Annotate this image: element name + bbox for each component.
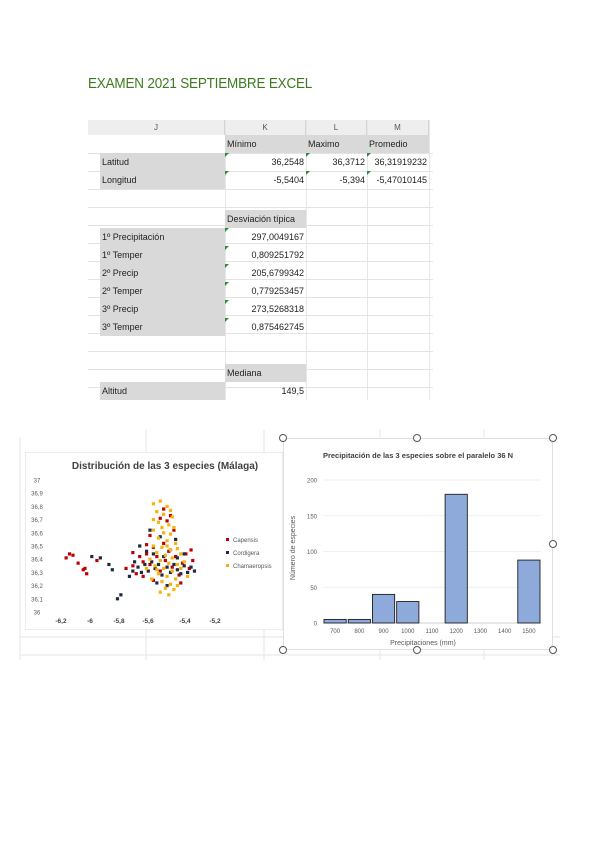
scatter-point xyxy=(152,529,155,532)
resize-handle-icon[interactable] xyxy=(550,435,557,442)
scatter-point xyxy=(189,566,192,569)
scatter-point xyxy=(83,567,86,570)
scatter-point xyxy=(148,529,151,532)
row-label-longitud[interactable]: Longitud xyxy=(100,171,225,189)
scatter-point xyxy=(176,563,179,566)
scatter-chart-title: Distribución de las 3 especies (Málaga) xyxy=(71,461,259,472)
error-indicator-icon xyxy=(225,228,229,232)
legend-marker xyxy=(226,538,229,541)
scatter-point xyxy=(124,567,127,570)
scatter-point xyxy=(152,544,155,547)
scatter-point xyxy=(193,569,196,572)
std-value-6[interactable]: 0,875462745 xyxy=(251,322,304,332)
scatter-point xyxy=(162,542,165,545)
scatter-point xyxy=(176,547,179,550)
scatter-point xyxy=(165,566,168,569)
latitud-min[interactable]: 36,2548 xyxy=(271,157,304,167)
histogram-x-tick-label: 1200 xyxy=(449,629,463,635)
scatter-point xyxy=(148,534,151,537)
error-indicator-icon xyxy=(306,171,310,175)
scatter-point xyxy=(171,556,174,559)
scatter-point xyxy=(164,554,167,557)
scatter-point xyxy=(186,575,189,578)
std-value-5[interactable]: 273,5268318 xyxy=(251,304,304,314)
error-indicator-icon xyxy=(225,318,229,322)
scatter-point xyxy=(68,552,71,555)
scatter-point xyxy=(162,513,165,516)
scatter-point xyxy=(183,564,186,567)
scatter-point xyxy=(160,546,163,549)
scatter-point xyxy=(157,563,160,566)
scatter-point xyxy=(155,555,158,558)
histogram-x-axis-label: Precipitaciones (mm) xyxy=(390,640,456,647)
scatter-point xyxy=(145,550,148,553)
scatter-point xyxy=(95,559,98,562)
scatter-y-tick-label: 36,6 xyxy=(31,531,43,538)
scatter-x-tick-label: -5,8 xyxy=(113,618,125,625)
legend-marker xyxy=(226,564,229,567)
scatter-point xyxy=(183,560,186,563)
scatter-point xyxy=(176,568,179,571)
header-desviacion-tipica[interactable]: Desviación típica xyxy=(225,210,306,228)
scatter-y-tick-label: 36,9 xyxy=(31,491,43,498)
scatter-point xyxy=(157,521,160,524)
scatter-point xyxy=(171,515,174,518)
error-indicator-icon xyxy=(225,264,229,268)
header-promedio[interactable]: Promedio xyxy=(367,135,429,153)
scatter-point xyxy=(107,563,110,566)
header-maximo[interactable]: Maximo xyxy=(306,135,367,153)
scatter-point xyxy=(169,548,172,551)
scatter-point xyxy=(157,572,160,575)
longitud-avg[interactable]: -5,47010145 xyxy=(376,175,427,185)
scatter-point xyxy=(160,580,163,583)
scatter-point xyxy=(162,531,165,534)
scatter-point xyxy=(176,556,179,559)
scatter-point xyxy=(186,571,189,574)
scatter-point xyxy=(90,555,93,558)
header-mediana[interactable]: Mediana xyxy=(225,364,306,382)
scatter-point xyxy=(116,597,119,600)
scatter-point xyxy=(183,552,186,555)
scatter-point xyxy=(179,581,182,584)
error-indicator-icon xyxy=(225,153,229,157)
scatter-point xyxy=(167,593,170,596)
row-label-latitud[interactable]: Latitud xyxy=(100,153,225,171)
histogram-x-tick-label: 700 xyxy=(330,629,341,635)
scatter-point xyxy=(172,526,175,529)
latitud-max[interactable]: 36,3712 xyxy=(332,157,365,167)
scatter-point xyxy=(155,510,158,513)
scatter-point xyxy=(99,556,102,559)
scatter-point xyxy=(172,588,175,591)
scatter-point xyxy=(165,544,168,547)
scatter-y-tick-label: 36,2 xyxy=(31,584,43,591)
scatter-point xyxy=(135,572,138,575)
scatter-point xyxy=(85,572,88,575)
scatter-point xyxy=(159,559,162,562)
scatter-point xyxy=(159,500,162,503)
median-label-altitud[interactable]: Altitud xyxy=(100,382,225,400)
scatter-y-tick-label: 36 xyxy=(33,610,41,617)
scatter-x-tick-label: -5,4 xyxy=(179,618,191,625)
scatter-y-tick-label: 36,8 xyxy=(31,504,43,511)
scatter-point xyxy=(145,567,148,570)
scatter-point xyxy=(111,568,114,571)
column-header-j[interactable]: J xyxy=(88,120,225,135)
longitud-max[interactable]: -5,394 xyxy=(339,175,365,185)
scatter-point xyxy=(164,559,167,562)
scatter-point xyxy=(155,581,158,584)
histogram-x-tick-label: 1100 xyxy=(425,629,439,635)
legend-marker xyxy=(226,551,229,554)
std-label-6[interactable]: 3º Temper xyxy=(100,318,225,336)
scatter-point xyxy=(159,591,162,594)
scatter-x-tick-label: -6,2 xyxy=(55,618,67,625)
scatter-point xyxy=(164,587,167,590)
scatter-point xyxy=(167,523,170,526)
scatter-point xyxy=(167,562,170,565)
scatter-point xyxy=(140,571,143,574)
scatter-point xyxy=(191,559,194,562)
histogram-chart-title: Precipitación de las 3 especies sobre el paralelo 36 N xyxy=(322,451,514,460)
scatter-point xyxy=(171,569,174,572)
scatter-point xyxy=(165,575,168,578)
scatter-point xyxy=(174,577,177,580)
histogram-x-tick-label: 1400 xyxy=(497,629,512,635)
page-title: EXAMEN 2021 SEPTIEMBRE EXCEL xyxy=(88,76,313,92)
scatter-y-tick-label: 36,5 xyxy=(31,544,43,551)
scatter-point xyxy=(157,536,160,539)
histogram-x-tick-label: 1500 xyxy=(522,629,536,635)
scatter-point xyxy=(142,575,145,578)
header-minimo[interactable]: Mínimo xyxy=(225,135,306,153)
scatter-point xyxy=(159,517,162,520)
scatter-point xyxy=(165,505,168,508)
resize-handle-icon[interactable] xyxy=(280,647,287,654)
scatter-point xyxy=(169,583,172,586)
resize-handle-icon[interactable] xyxy=(280,435,287,442)
histogram-x-tick-label: 1300 xyxy=(473,629,488,635)
scatter-y-tick-label: 36,1 xyxy=(31,597,43,604)
longitud-min[interactable]: -5,5404 xyxy=(273,175,304,185)
scatter-point xyxy=(172,563,175,566)
histogram-y-tick-label: 200 xyxy=(306,478,317,485)
scatter-chart[interactable] xyxy=(25,452,283,630)
scatter-point xyxy=(169,533,172,536)
error-indicator-icon xyxy=(225,171,229,175)
scatter-x-tick-label: -5,6 xyxy=(142,618,154,625)
resize-handle-icon[interactable] xyxy=(414,435,421,442)
scatter-point xyxy=(138,555,141,558)
scatter-y-tick-label: 36,7 xyxy=(31,518,43,525)
std-label-4[interactable]: 2º Temper xyxy=(100,282,225,300)
spreadsheet xyxy=(88,120,433,400)
resize-handle-icon[interactable] xyxy=(550,541,557,548)
histogram-x-tick-label: 900 xyxy=(378,629,389,635)
scatter-point xyxy=(136,566,139,569)
resize-handle-icon[interactable] xyxy=(550,647,557,654)
legend-entry: Cordigera xyxy=(233,551,260,557)
scatter-point xyxy=(169,509,172,512)
scatter-point xyxy=(131,564,134,567)
scatter-point xyxy=(179,552,182,555)
std-value-3[interactable]: 205,6799342 xyxy=(251,268,304,278)
legend-entry: Capensis xyxy=(233,538,259,544)
scatter-x-tick-label: -5,2 xyxy=(209,618,221,625)
scatter-point xyxy=(155,568,158,571)
scatter-y-tick-label: 37 xyxy=(33,478,41,485)
histogram-y-tick-label: 50 xyxy=(310,585,317,592)
histogram-x-tick-label: 800 xyxy=(354,629,365,635)
scatter-x-tick-label: -6 xyxy=(87,618,93,625)
scatter-point xyxy=(131,569,134,572)
scatter-point xyxy=(71,554,74,557)
scatter-point xyxy=(189,548,192,551)
error-indicator-icon xyxy=(367,171,371,175)
scatter-y-tick-label: 36,3 xyxy=(31,570,43,577)
std-value-4[interactable]: 0,779253457 xyxy=(251,286,304,296)
column-header-m[interactable]: M xyxy=(367,120,429,135)
histogram-y-tick-label: 150 xyxy=(306,514,317,521)
scatter-point xyxy=(162,507,165,510)
std-label-2[interactable]: 1º Temper xyxy=(100,246,225,264)
error-indicator-icon xyxy=(225,246,229,250)
scatter-point xyxy=(145,543,148,546)
scatter-point xyxy=(176,584,179,587)
scatter-point xyxy=(150,577,153,580)
scatter-point xyxy=(174,542,177,545)
scatter-point xyxy=(179,572,182,575)
column-header-l[interactable]: L xyxy=(306,120,367,135)
scatter-point xyxy=(152,518,155,521)
scatter-point xyxy=(174,538,177,541)
scatter-point xyxy=(138,544,141,547)
scatter-point xyxy=(160,526,163,529)
std-value-1[interactable]: 297,0049167 xyxy=(251,232,304,242)
scatter-point xyxy=(160,573,163,576)
scatter-point xyxy=(77,562,80,565)
scatter-y-tick-label: 36,4 xyxy=(31,557,43,564)
scatter-point xyxy=(165,519,168,522)
scatter-point xyxy=(148,558,151,561)
scatter-point xyxy=(165,539,168,542)
error-indicator-icon xyxy=(367,153,371,157)
scatter-point xyxy=(155,551,158,554)
std-label-5[interactable]: 3º Precip xyxy=(100,300,225,318)
median-value-altitud[interactable]: 149,5 xyxy=(281,386,304,396)
error-indicator-icon xyxy=(225,282,229,286)
error-indicator-icon xyxy=(225,300,229,304)
histogram-y-tick-label: 0 xyxy=(313,621,317,628)
scatter-point xyxy=(154,564,157,567)
scatter-point xyxy=(128,575,131,578)
scatter-point xyxy=(131,551,134,554)
std-label-3[interactable]: 2º Precip xyxy=(100,264,225,282)
column-header-k[interactable]: K xyxy=(225,120,306,135)
legend-entry: Chamaeropsis xyxy=(233,564,272,570)
latitud-avg[interactable]: 36,31919232 xyxy=(374,157,427,167)
scatter-point xyxy=(119,593,122,596)
histogram-x-tick-label: 1000 xyxy=(401,629,415,635)
histogram-y-tick-label: 100 xyxy=(306,550,317,556)
scatter-point xyxy=(133,560,136,563)
histogram-y-axis-label: Número de especies xyxy=(290,515,297,581)
scatter-point xyxy=(152,502,155,505)
chart-selection-handles xyxy=(270,425,570,660)
resize-handle-icon[interactable] xyxy=(414,647,421,654)
error-indicator-icon xyxy=(306,153,310,157)
scatter-point xyxy=(143,563,146,566)
scatter-point xyxy=(162,567,165,570)
std-label-1[interactable]: 1º Precipitación xyxy=(100,228,225,246)
std-value-2[interactable]: 0,809251792 xyxy=(251,250,304,260)
scatter-point xyxy=(65,556,68,559)
scatter-point xyxy=(152,552,155,555)
scatter-point xyxy=(179,567,182,570)
